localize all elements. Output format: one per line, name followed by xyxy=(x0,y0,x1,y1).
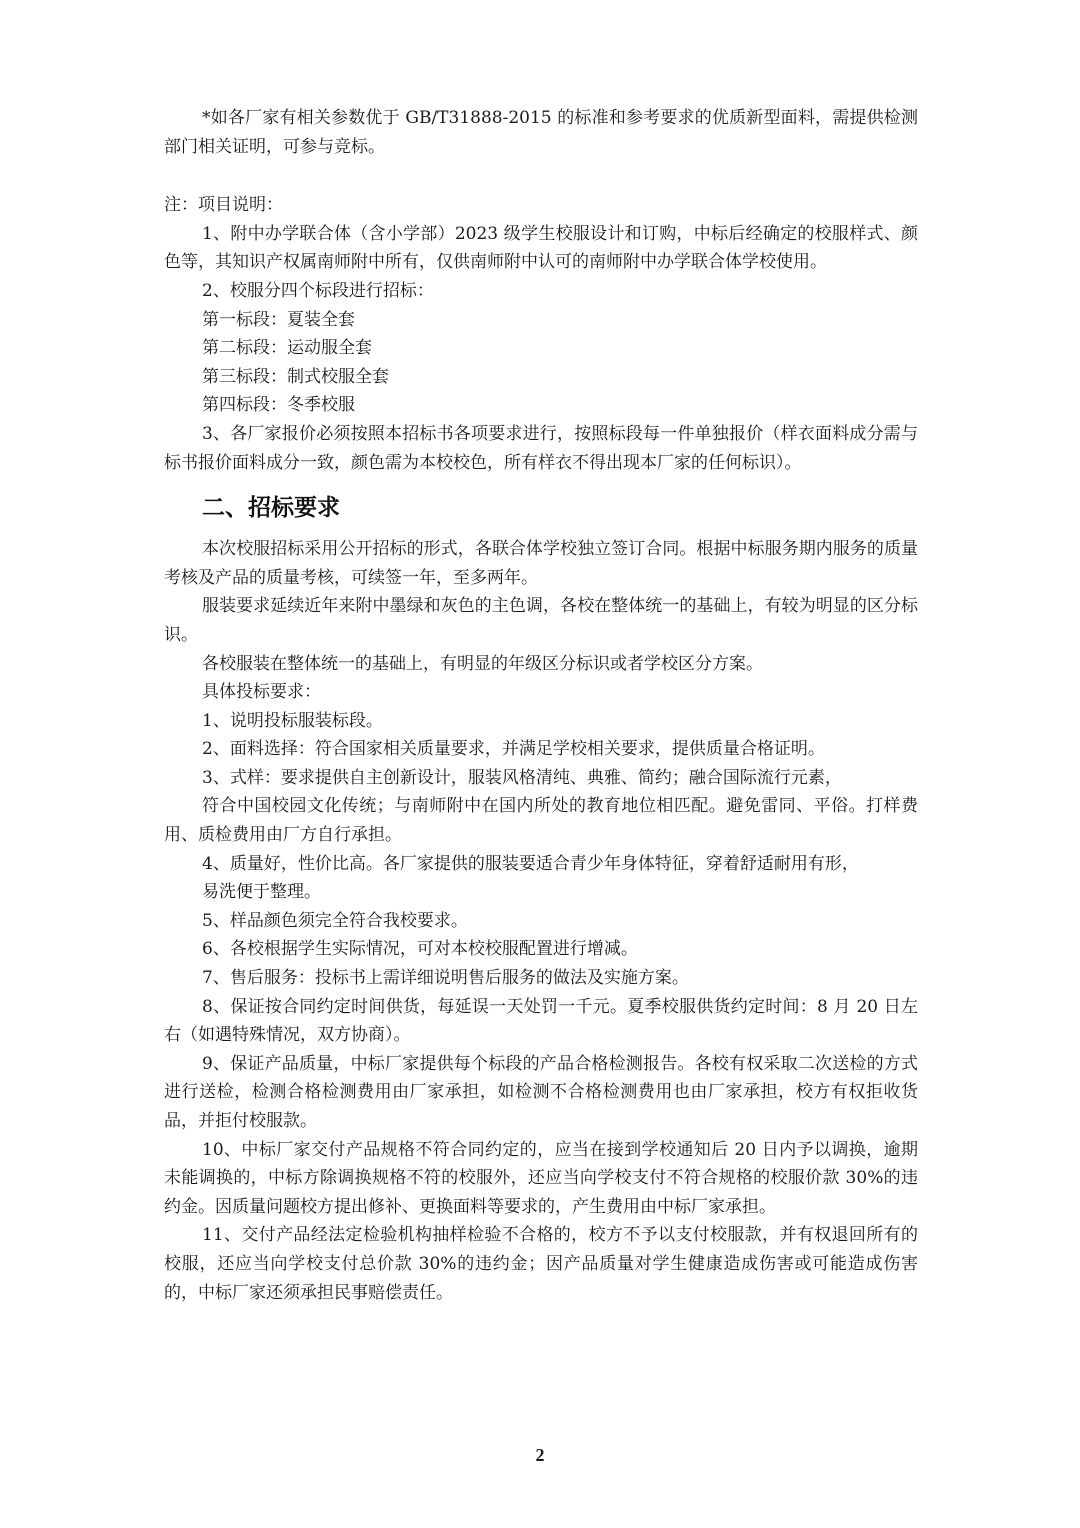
lot-1: 第一标段：夏装全套 xyxy=(202,309,355,330)
section-paragraph-2: 服装要求延续近年来附中墨绿和灰色的主色调，各校在整体统一的基础上，有较为明显的区分标识。 xyxy=(164,596,918,645)
lot-2: 第二标段：运动服全套 xyxy=(202,338,372,359)
requirement-4-line-1: 4、质量好，性价比高。各厂家提供的服装要适合青少年身体特征，穿着舒适耐用有形， xyxy=(202,853,859,874)
star-note-paragraph: *如各厂家有相关参数优于 GB/T31888-2015 的标准和参考要求的优质新型面料，需提供检测部门相关证明，可参与竞标。 xyxy=(164,108,918,157)
note-item-2: 2、校服分四个标段进行招标： xyxy=(202,280,434,301)
requirement-10: 10、中标厂家交付产品规格不符合同约定的，应当在接到学校通知后 20 日内予以调换，逾期未能调换的，中标方除调换规格不符的校服外，还应当向学校支付不符合规格的校服价款 30%的违约金。因质量问题校方提出修补、更换面料等要求的，产生费用由中标厂家承担。 xyxy=(164,1139,918,1217)
lot-3: 第三标段：制式校服全套 xyxy=(202,366,389,387)
requirement-1: 1、说明投标服装标段。 xyxy=(202,710,383,731)
notes-heading: 注：项目说明： xyxy=(164,195,283,216)
requirement-2: 2、面料选择：符合国家相关质量要求，并满足学校相关要求，提供质量合格证明。 xyxy=(202,739,825,760)
requirement-8: 8、保证按合同约定时间供货，每延误一天处罚一千元。夏季校服供货约定时间：8 月 20 日左右（如遇特殊情况，双方协商）。 xyxy=(164,996,918,1046)
page-number: 2 xyxy=(535,1445,545,1465)
section-heading: 二、招标要求 xyxy=(202,495,340,522)
requirement-7: 7、售后服务：投标书上需详细说明售后服务的做法及实施方案。 xyxy=(202,968,689,989)
section-paragraph-3: 各校服装在整体统一的基础上，有明显的年级区分标识或者学校区分方案。 xyxy=(202,653,763,674)
section-paragraph-4: 具体投标要求： xyxy=(202,682,321,703)
requirement-3-line-2: 符合中国校园文化传统；与南师附中在国内所处的教育地位相匹配。避免雷同、平俗。打样费用、质检费用由厂方自行承担。 xyxy=(164,796,918,846)
note-item-3: 3、各厂家报价必须按照本招标书各项要求进行，按照标段每一件单独报价（样衣面料成分需与标书报价面料成分一致，颜色需为本校校色，所有样衣不得出现本厂家的任何标识）。 xyxy=(164,423,918,473)
lot-4: 第四标段：冬季校服 xyxy=(202,395,355,416)
document-page xyxy=(164,104,918,1307)
requirement-5: 5、样品颜色须完全符合我校要求。 xyxy=(202,910,468,931)
note-item-1: 1、附中办学联合体（含小学部）2023 级学生校服设计和订购，中标后经确定的校服样式、颜色等，其知识产权属南师附中所有，仅供南师附中认可的南师附中办学联合体学校使用。 xyxy=(164,223,918,273)
requirement-9: 9、保证产品质量，中标厂家提供每个标段的产品合格检测报告。各校有权采取二次送检的方式进行送检，检测合格检测费用由厂家承担，如检测不合格检测费用也由厂家承担，校方有权拒收货品，并拒付校服款。 xyxy=(164,1053,918,1131)
section-paragraph-1: 本次校服招标采用公开招标的形式，各联合体学校独立签订合同。根据中标服务期内服务的质量考核及产品的质量考核，可续签一年，至多两年。 xyxy=(164,539,918,588)
requirement-3-line-1: 3、式样：要求提供自主创新设计，服装风格清纯、典雅、简约；融合国际流行元素， xyxy=(202,767,842,788)
requirement-4-line-2: 易洗便于整理。 xyxy=(202,882,321,903)
spacer xyxy=(164,161,918,191)
requirement-6: 6、各校根据学生实际情况，可对本校校服配置进行增减。 xyxy=(202,939,638,960)
requirement-11: 11、交付产品经法定检验机构抽样检验不合格的，校方不予以支付校服款，并有权退回所有的校服，还应当向学校支付总价款 30%的违约金；因产品质量对学生健康造成伤害或可能造成伤害的，中标厂家还须承担民事赔偿责任。 xyxy=(164,1225,918,1303)
